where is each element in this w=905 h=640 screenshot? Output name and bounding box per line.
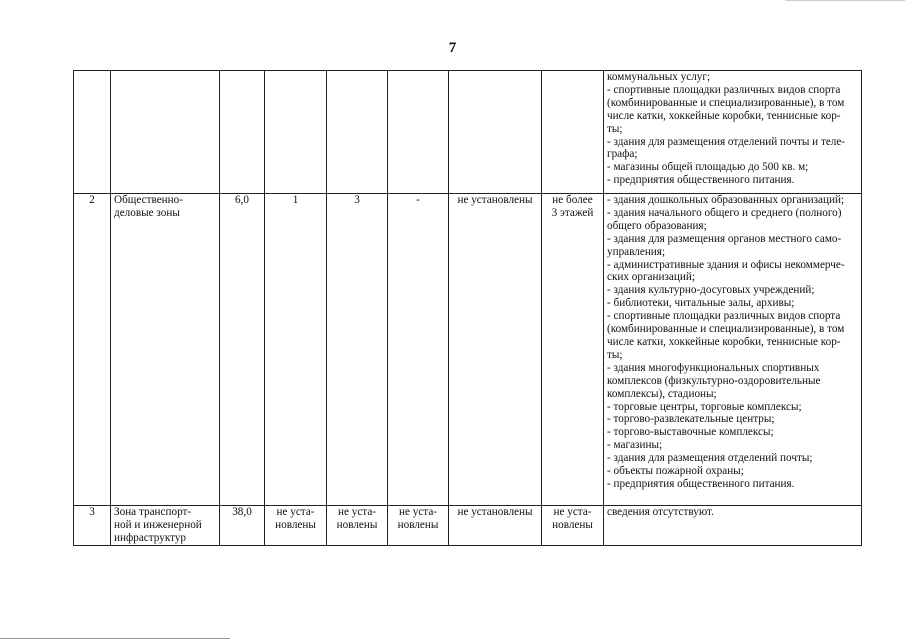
use-list-line: комплексов (физкультурно-оздоровительные [607, 374, 821, 387]
cell-text-line: Зона транспорт- [114, 506, 192, 518]
permitted-uses-cell [604, 194, 862, 506]
use-list-line: ты; [607, 122, 623, 135]
param-cell-2 [265, 71, 327, 194]
use-list-line: сведения отсутствуют. [607, 506, 714, 518]
cell-text-line: ной и инженерной [114, 518, 202, 531]
cell-text: не установлены [457, 506, 533, 518]
use-list-line: общего образования; [607, 219, 707, 232]
use-list-line: - торговые центры, торговые комплексы; [607, 400, 802, 413]
cell-text: 3 [89, 506, 95, 518]
param-cell-5 [449, 194, 542, 506]
use-list-line: - магазины; [607, 439, 663, 452]
param-cell-4 [388, 506, 449, 546]
use-list-line: графа; [607, 148, 638, 161]
param-cell-3 [327, 71, 388, 194]
param-cell-1 [220, 506, 265, 546]
param-cell-4 [388, 194, 449, 506]
param-cell-6 [542, 71, 604, 194]
cell-text-line: новлены [336, 518, 378, 531]
zone-name-cell [111, 506, 220, 546]
cell-text-line: не уста- [553, 506, 592, 518]
use-list-line: - торгово-развлекательные центры; [607, 413, 775, 426]
use-list-line: - спортивные площадки различных видов спорта [607, 310, 841, 323]
cell-text-line: Общественно- [114, 194, 183, 206]
cell-text: 6,0 [235, 194, 249, 206]
cell-text-line: новлены [552, 518, 593, 531]
use-list-line: - спортивные площадки различных видов спорта [607, 83, 841, 96]
table-row [74, 194, 862, 506]
use-list-line: управления; [607, 245, 666, 258]
use-list-line: числе катки, хоккейные коробки, теннисные кор- [607, 335, 841, 348]
param-cell-4 [388, 71, 449, 194]
zone-number-cell [74, 506, 111, 546]
permitted-uses-cell [604, 506, 862, 546]
use-list-line: - магазины общей площадью до 500 кв. м; [607, 161, 809, 174]
table-row [74, 71, 862, 194]
table-row [74, 506, 862, 546]
use-list-line: - здания дошкольных образованных организаций; [607, 194, 845, 206]
cell-text: не установлены [457, 194, 533, 206]
scan-artifact-line [0, 638, 230, 639]
use-list-line: - административные здания и офисы некоммерче- [607, 258, 845, 271]
use-list-line: - здания многофункциональных спортивных [607, 361, 820, 374]
cell-text: 3 [354, 194, 360, 206]
use-list-line: - здания для размещения отделений почты и теле- [607, 135, 846, 148]
cell-text-line: не уста- [398, 506, 438, 518]
cell-text-line: новлены [397, 518, 439, 531]
cell-text: 1 [292, 194, 299, 206]
cell-text-line: не уста- [337, 506, 377, 518]
param-cell-1 [220, 194, 265, 506]
use-list-line: коммунальных услуг; [607, 71, 711, 83]
zone-number-cell [74, 194, 111, 506]
zone-name-cell [111, 71, 220, 194]
use-list-line: - здания начального общего и среднего (полного) [607, 206, 842, 219]
use-list-line: (комбинированные и специализированные), в том [607, 96, 845, 109]
param-cell-3 [327, 194, 388, 506]
cell-text-line: новлены [275, 518, 316, 531]
param-cell-1 [220, 71, 265, 194]
page-number: 7 [448, 40, 457, 56]
cell-text-line: не уста- [276, 506, 315, 518]
cell-text: 2 [89, 194, 95, 206]
param-cell-2 [265, 194, 327, 506]
param-cell-5 [449, 71, 542, 194]
param-cell-3 [327, 506, 388, 546]
param-cell-6 [542, 194, 604, 506]
cell-text: 38,0 [232, 506, 252, 518]
param-cell-2 [265, 506, 327, 546]
param-cell-5 [449, 506, 542, 546]
zone-name-cell [111, 194, 220, 506]
use-list-line: ских организаций; [607, 271, 695, 284]
cell-text-line: деловые зоны [114, 206, 180, 219]
param-cell-6 [542, 506, 604, 546]
use-list-line: - предприятия общественного питания. [607, 174, 795, 187]
use-list-line: (комбинированные и специализированные), в том [607, 323, 845, 336]
cell-text-line: 3 этажей [551, 206, 594, 219]
zoning-table [73, 70, 862, 546]
use-list-line: числе катки, хоккейные коробки, теннисные кор- [607, 109, 841, 122]
zone-number-cell [74, 71, 111, 194]
use-list-line: - торгово-выставочные комплексы; [607, 426, 774, 439]
use-list-line: - объекты пожарной охраны; [607, 465, 744, 478]
permitted-uses-cell [604, 71, 862, 194]
cell-text: - [416, 194, 420, 206]
cell-text-line: инфраструктур [114, 531, 187, 544]
use-list-line: - здания для размещения органов местного само- [607, 232, 842, 245]
use-list-line: - библиотеки, читальные залы, архивы; [607, 297, 795, 310]
use-list-line: ты; [607, 348, 623, 361]
use-list-line: - предприятия общественного питания. [607, 477, 795, 490]
use-list-line: - здания культурно-досуговых учреждений; [607, 284, 815, 297]
use-list-line: - здания для размещения отделений почты; [607, 452, 813, 465]
use-list-line: комплексы), стадионы; [607, 387, 717, 400]
cell-text-line: не более [552, 194, 593, 206]
scan-artifact-line [785, 0, 905, 1]
